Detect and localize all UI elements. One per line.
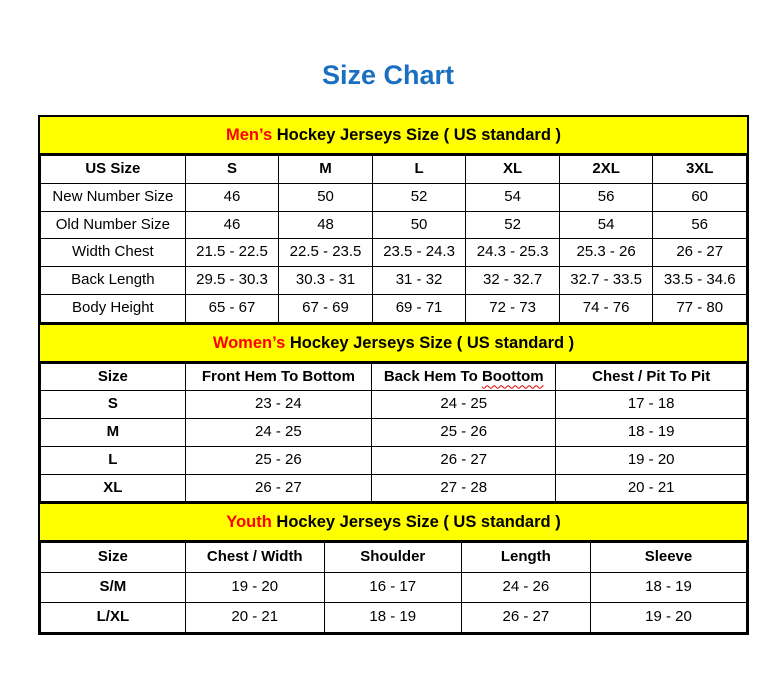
cell-value: 20 - 21 xyxy=(556,474,747,502)
cell-value: 27 - 28 xyxy=(372,474,556,502)
youth-header-row xyxy=(41,543,747,573)
cell-value: 18 - 19 xyxy=(324,602,461,632)
mens-col-3xl: 3XL xyxy=(653,156,747,184)
youth-col-size: Size xyxy=(41,543,186,573)
row-label: Back Length xyxy=(41,267,186,295)
cell-value: 24 - 25 xyxy=(185,419,371,447)
youth-row-sm xyxy=(41,573,747,603)
mens-size-table xyxy=(40,155,747,323)
womens-row-m xyxy=(41,419,747,447)
cell-value: 18 - 19 xyxy=(590,573,746,603)
size-chart-container xyxy=(38,115,749,635)
row-label: New Number Size xyxy=(41,183,186,211)
mens-col-m: M xyxy=(279,156,373,184)
mens-row-width-chest xyxy=(41,239,747,267)
womens-row-xl xyxy=(41,474,747,502)
mens-col-2xl: 2XL xyxy=(559,156,653,184)
cell-value: 29.5 - 30.3 xyxy=(185,267,279,295)
cell-value: 25 - 26 xyxy=(372,419,556,447)
mens-header-row xyxy=(41,156,747,184)
cell-value: 30.3 - 31 xyxy=(279,267,373,295)
cell-value: 19 - 20 xyxy=(556,446,747,474)
womens-col-chest-pit: Chest / Pit To Pit xyxy=(556,363,747,391)
cell-value: 20 - 21 xyxy=(185,602,324,632)
cell-value: 32 - 32.7 xyxy=(466,267,560,295)
womens-banner-highlight: Women’s xyxy=(212,333,286,352)
cell-value: 19 - 20 xyxy=(185,573,324,603)
cell-value: 50 xyxy=(279,183,373,211)
youth-col-sleeve: Sleeve xyxy=(590,543,746,573)
womens-header-row xyxy=(41,363,747,391)
cell-value: 25 - 26 xyxy=(185,446,371,474)
womens-row-l xyxy=(41,446,747,474)
cell-value: 54 xyxy=(466,183,560,211)
cell-value: 25.3 - 26 xyxy=(559,239,653,267)
cell-value: 77 - 80 xyxy=(653,294,747,322)
youth-col-length: Length xyxy=(461,543,590,573)
womens-section-banner xyxy=(40,323,747,363)
cell-value: 74 - 76 xyxy=(559,294,653,322)
youth-size-table xyxy=(40,542,747,632)
mens-row-back-length xyxy=(41,267,747,295)
cell-value: 26 - 27 xyxy=(461,602,590,632)
womens-row-s xyxy=(41,391,747,419)
row-label: M xyxy=(41,419,186,447)
cell-value: 48 xyxy=(279,211,373,239)
womens-col-size: Size xyxy=(41,363,186,391)
womens-banner-rest: Hockey Jerseys Size ( US standard ) xyxy=(285,333,575,352)
womens-col-back-hem xyxy=(372,363,556,391)
cell-value: 46 xyxy=(185,211,279,239)
cell-value: 56 xyxy=(653,211,747,239)
mens-section-banner xyxy=(40,117,747,155)
cell-value: 50 xyxy=(372,211,466,239)
mens-col-xl: XL xyxy=(466,156,560,184)
cell-value: 65 - 67 xyxy=(185,294,279,322)
row-label: Old Number Size xyxy=(41,211,186,239)
youth-banner-rest: Hockey Jerseys Size ( US standard ) xyxy=(271,513,561,532)
cell-value: 22.5 - 23.5 xyxy=(279,239,373,267)
cell-value: 69 - 71 xyxy=(372,294,466,322)
cell-value: 72 - 73 xyxy=(466,294,560,322)
cell-value: 52 xyxy=(466,211,560,239)
cell-value: 24.3 - 25.3 xyxy=(466,239,560,267)
row-label: S/M xyxy=(41,573,186,603)
cell-value: 31 - 32 xyxy=(372,267,466,295)
mens-banner-highlight: Men’s xyxy=(225,126,273,144)
mens-col-us-size: US Size xyxy=(41,156,186,184)
row-label: Body Height xyxy=(41,294,186,322)
cell-value: 56 xyxy=(559,183,653,211)
cell-value: 18 - 19 xyxy=(556,419,747,447)
cell-value: 32.7 - 33.5 xyxy=(559,267,653,295)
mens-row-body-height xyxy=(41,294,747,322)
youth-section-banner xyxy=(40,502,747,542)
cell-value: 23.5 - 24.3 xyxy=(372,239,466,267)
cell-value: 26 - 27 xyxy=(653,239,747,267)
cell-value: 21.5 - 22.5 xyxy=(185,239,279,267)
youth-col-chest-width: Chest / Width xyxy=(185,543,324,573)
cell-value: 52 xyxy=(372,183,466,211)
cell-value: 26 - 27 xyxy=(185,474,371,502)
row-label: L xyxy=(41,446,186,474)
mens-banner-rest: Hockey Jerseys Size ( US standard ) xyxy=(272,126,562,144)
cell-value: 26 - 27 xyxy=(372,446,556,474)
mens-col-s: S xyxy=(185,156,279,184)
row-label: L/XL xyxy=(41,602,186,632)
cell-value: 17 - 18 xyxy=(556,391,747,419)
cell-value: 16 - 17 xyxy=(324,573,461,603)
womens-size-table xyxy=(40,363,747,503)
youth-col-shoulder: Shoulder xyxy=(324,543,461,573)
cell-value: 19 - 20 xyxy=(590,602,746,632)
cell-value: 60 xyxy=(653,183,747,211)
row-label: Width Chest xyxy=(41,239,186,267)
cell-value: 67 - 69 xyxy=(279,294,373,322)
cell-value: 24 - 26 xyxy=(461,573,590,603)
cell-value: 46 xyxy=(185,183,279,211)
row-label: XL xyxy=(41,474,186,502)
youth-row-lxl xyxy=(41,602,747,632)
page-title: Size Chart xyxy=(321,60,455,90)
youth-banner-highlight: Youth xyxy=(226,513,272,532)
column-label-prefix: Back Hem To xyxy=(383,367,482,385)
womens-col-front-hem: Front Hem To Bottom xyxy=(185,363,371,391)
mens-row-new-number-size xyxy=(41,183,747,211)
cell-value: 24 - 25 xyxy=(372,391,556,419)
cell-value: 54 xyxy=(559,211,653,239)
mens-col-l: L xyxy=(372,156,466,184)
cell-value: 33.5 - 34.6 xyxy=(653,267,747,295)
cell-value: 23 - 24 xyxy=(185,391,371,419)
row-label: S xyxy=(41,391,186,419)
mens-row-old-number-size xyxy=(41,211,747,239)
misspelled-word: Boottom xyxy=(481,367,544,385)
